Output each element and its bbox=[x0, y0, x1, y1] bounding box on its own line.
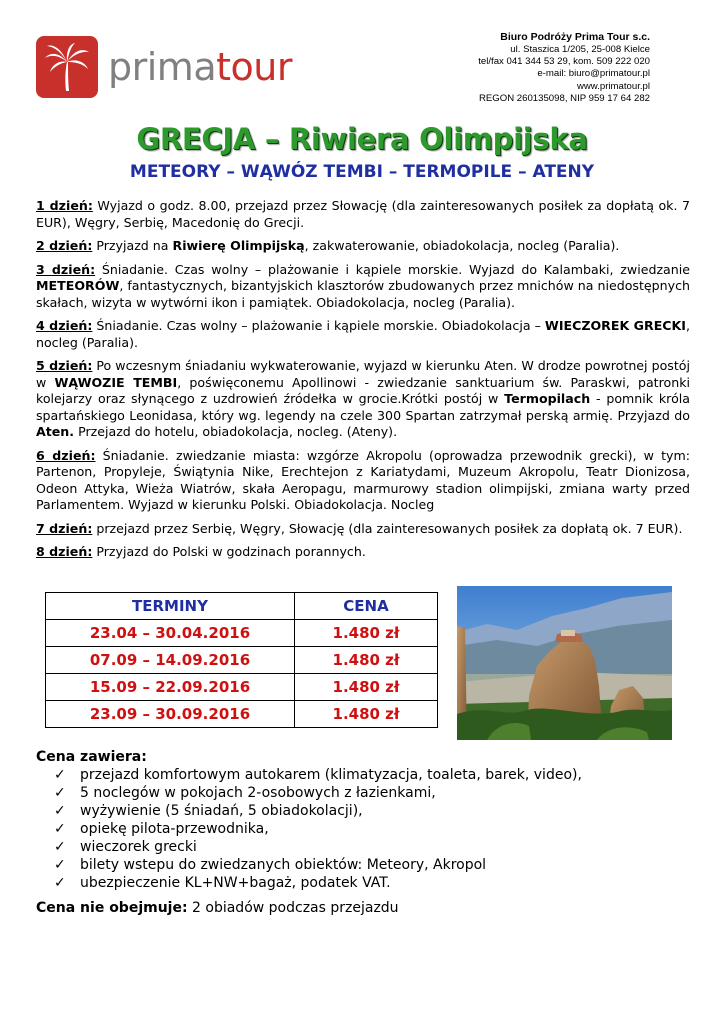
palm-tree-icon bbox=[36, 36, 98, 98]
check-icon: ✓ bbox=[54, 767, 66, 783]
day-label: 3 dzień: bbox=[36, 261, 96, 277]
day-text: Przejazd do hotelu, obiadokolacja, nocleg. (Ateny). bbox=[74, 424, 398, 439]
day-text: Śniadanie. zwiedzanie miasta: wzgórze Akropolu (oprowadza przewodnik grecki), w tym: Partenon, Propyleje, Świątynia Nike, Erechtejon z Kariatydami, Muzeum Akropolu, Teatr Dionizosa, Odeon Attyka, Wieża Wiatrów, skała Aeropagu, marmurowy stadion olimpijski, zmiana warty przed Parlamentem. Wyjazd w kierunku Polski. Obiadokolacja. Nocleg bbox=[36, 447, 691, 512]
company-name: Biuro Podróży Prima Tour s.c. bbox=[500, 31, 650, 43]
table-row bbox=[46, 647, 438, 674]
price-cell: 1.480 zł bbox=[295, 620, 438, 647]
logo-wordmark bbox=[108, 45, 292, 89]
table-row bbox=[46, 701, 438, 728]
logo bbox=[36, 36, 292, 98]
itinerary-day bbox=[36, 262, 690, 312]
list-item bbox=[54, 766, 696, 784]
list-item-text: wieczorek grecki bbox=[80, 839, 197, 855]
term-cell: 07.09 – 14.09.2016 bbox=[46, 647, 295, 674]
excludes-text: 2 obiadów podczas przejazdu bbox=[187, 900, 399, 916]
dates-price-table bbox=[45, 592, 438, 728]
page-subtitle: METEORY – WĄWÓZ TEMBI – TERMOPILE – ATENY bbox=[129, 162, 595, 182]
day-highlight: Aten. bbox=[36, 424, 75, 439]
logo-prima: prima bbox=[108, 45, 217, 89]
day-highlight: WIECZOREK GRECKI bbox=[544, 318, 686, 333]
check-icon: ✓ bbox=[54, 821, 66, 837]
table-row bbox=[46, 620, 438, 647]
includes-list bbox=[36, 766, 696, 892]
day-text: , poświęconemu Apollinowi - zwiedzanie sanktuarium św. Paraskwi, patronki kolejarzy oraz słynącego z uzdrowień źródełka w grocie.Krótki postój w bbox=[36, 374, 691, 406]
day-text: Wyjazd o godz. 8.00, przejazd przez Słowację (dla zainteresowanych posiłek za dopłatą ok. 7 EUR), Węgry, Serbię, Macedonię do Grecji. bbox=[36, 198, 690, 230]
itinerary-day bbox=[36, 521, 690, 538]
list-item bbox=[54, 784, 696, 802]
term-cell: 15.09 – 22.09.2016 bbox=[46, 674, 295, 701]
day-label: 6 dzień: bbox=[36, 447, 96, 463]
itinerary-day bbox=[36, 448, 690, 514]
itinerary-day bbox=[36, 318, 690, 351]
day-label: 2 dzień: bbox=[36, 238, 93, 253]
day-highlight: WĄWOZIE TEMBI bbox=[54, 374, 178, 390]
day-label: 1 dzień: bbox=[36, 198, 93, 213]
list-item bbox=[54, 874, 696, 892]
header-price: CENA bbox=[295, 593, 438, 620]
day-text: Śniadanie. Czas wolny – plażowanie i kąpiele morskie. Wyjazd do Kalambaki, zwiedzanie bbox=[95, 261, 691, 277]
company-phone: tel/fax 041 344 53 29, kom. 509 222 020 bbox=[478, 56, 650, 68]
list-item-text: ubezpieczenie KL+NW+bagaż, podatek VAT. bbox=[80, 875, 391, 891]
company-email[interactable]: e-mail: biuro@primatour.pl bbox=[537, 68, 650, 80]
day-text: Śniadanie. Czas wolny – plażowanie i kąpiele morskie. Obiadokolacja – bbox=[92, 318, 545, 333]
term-cell: 23.04 – 30.04.2016 bbox=[46, 620, 295, 647]
day-text: Po wczesnym śniadaniu wykwaterowanie, wyjazd w kierunku Aten. W drodze powrotnej postój w bbox=[36, 358, 690, 390]
list-item-text: 5 noclegów w pokojach 2-osobowych z łazienkami, bbox=[80, 785, 436, 801]
check-icon: ✓ bbox=[54, 857, 66, 873]
day-highlight: Riwierę Olimpijską bbox=[172, 238, 305, 253]
day-label: 8 dzień: bbox=[36, 544, 93, 559]
header-terms: TERMINY bbox=[46, 593, 295, 620]
page-title: GRECJA – Riwiera Olimpijska bbox=[136, 122, 588, 156]
price-excludes bbox=[36, 900, 399, 916]
company-address: ul. Staszica 1/205, 25-008 Kielce bbox=[510, 44, 650, 55]
list-item bbox=[54, 820, 696, 838]
table-row bbox=[46, 674, 438, 701]
price-includes bbox=[36, 748, 696, 892]
day-label: 7 dzień: bbox=[36, 520, 93, 536]
check-icon: ✓ bbox=[54, 875, 66, 891]
list-item-text: opiekę pilota-przewodnika, bbox=[80, 821, 269, 837]
check-icon: ✓ bbox=[54, 785, 66, 801]
list-item-text: bilety wstepu do zwiedzanych obiektów: Meteory, Akropol bbox=[80, 857, 487, 873]
day-text: , nocleg (Paralia). bbox=[36, 318, 691, 350]
term-cell: 23.09 – 30.09.2016 bbox=[46, 701, 295, 728]
day-label: 5 dzień: bbox=[36, 358, 93, 373]
day-label: 4 dzień: bbox=[36, 318, 93, 333]
check-icon: ✓ bbox=[54, 839, 66, 855]
list-item bbox=[54, 838, 696, 856]
day-highlight: METEORÓW bbox=[36, 278, 120, 293]
company-info bbox=[478, 30, 650, 105]
list-item bbox=[54, 856, 696, 874]
excludes-label: Cena nie obejmuje: bbox=[36, 900, 188, 916]
logo-tour: tour bbox=[216, 45, 292, 89]
day-text: Przyjazd na bbox=[92, 238, 173, 253]
itinerary bbox=[36, 198, 690, 568]
day-text: , zakwaterowanie, obiadokolacja, nocleg (Paralia). bbox=[304, 238, 620, 253]
itinerary-day bbox=[36, 544, 690, 561]
day-text: Przyjazd do Polski w godzinach porannych. bbox=[92, 544, 366, 559]
day-text: przejazd przez Serbię, Węgry, Słowację (dla zainteresowanych posiłek za dopłatą ok. 7 EUR). bbox=[92, 520, 683, 536]
day-highlight: Termopilach bbox=[504, 391, 591, 406]
price-cell: 1.480 zł bbox=[295, 647, 438, 674]
itinerary-day bbox=[36, 238, 690, 255]
itinerary-day bbox=[36, 358, 690, 441]
itinerary-day bbox=[36, 198, 690, 231]
price-cell: 1.480 zł bbox=[295, 674, 438, 701]
check-icon: ✓ bbox=[54, 803, 66, 819]
price-cell: 1.480 zł bbox=[295, 701, 438, 728]
meteora-photo bbox=[457, 586, 672, 740]
list-item-text: przejazd komfortowym autokarem (klimatyzacja, toaleta, barek, video), bbox=[80, 767, 582, 783]
company-web[interactable]: www.primatour.pl bbox=[576, 80, 650, 92]
list-item bbox=[54, 802, 696, 820]
day-text: - pomnik króla spartańskiego Leonidasa, który wg. legendy na czele 300 Spartan zatrzymał perską armię. Przyjazd do bbox=[36, 391, 690, 423]
company-regon: REGON 260135098, NIP 959 17 64 282 bbox=[478, 92, 650, 104]
day-text: , fantastycznych, bizantyjskich klasztorów zbudowanych przez mnichów na niedostępnych skałach, wizyta w wytwórni ikon i pamiątek. Obiadokolacja, nocleg (Paralia). bbox=[36, 278, 690, 310]
table-header-row bbox=[46, 593, 438, 620]
includes-heading: Cena zawiera: bbox=[36, 749, 147, 765]
list-item-text: wyżywienie (5 śniadań, 5 obiadokolacji), bbox=[80, 803, 363, 819]
